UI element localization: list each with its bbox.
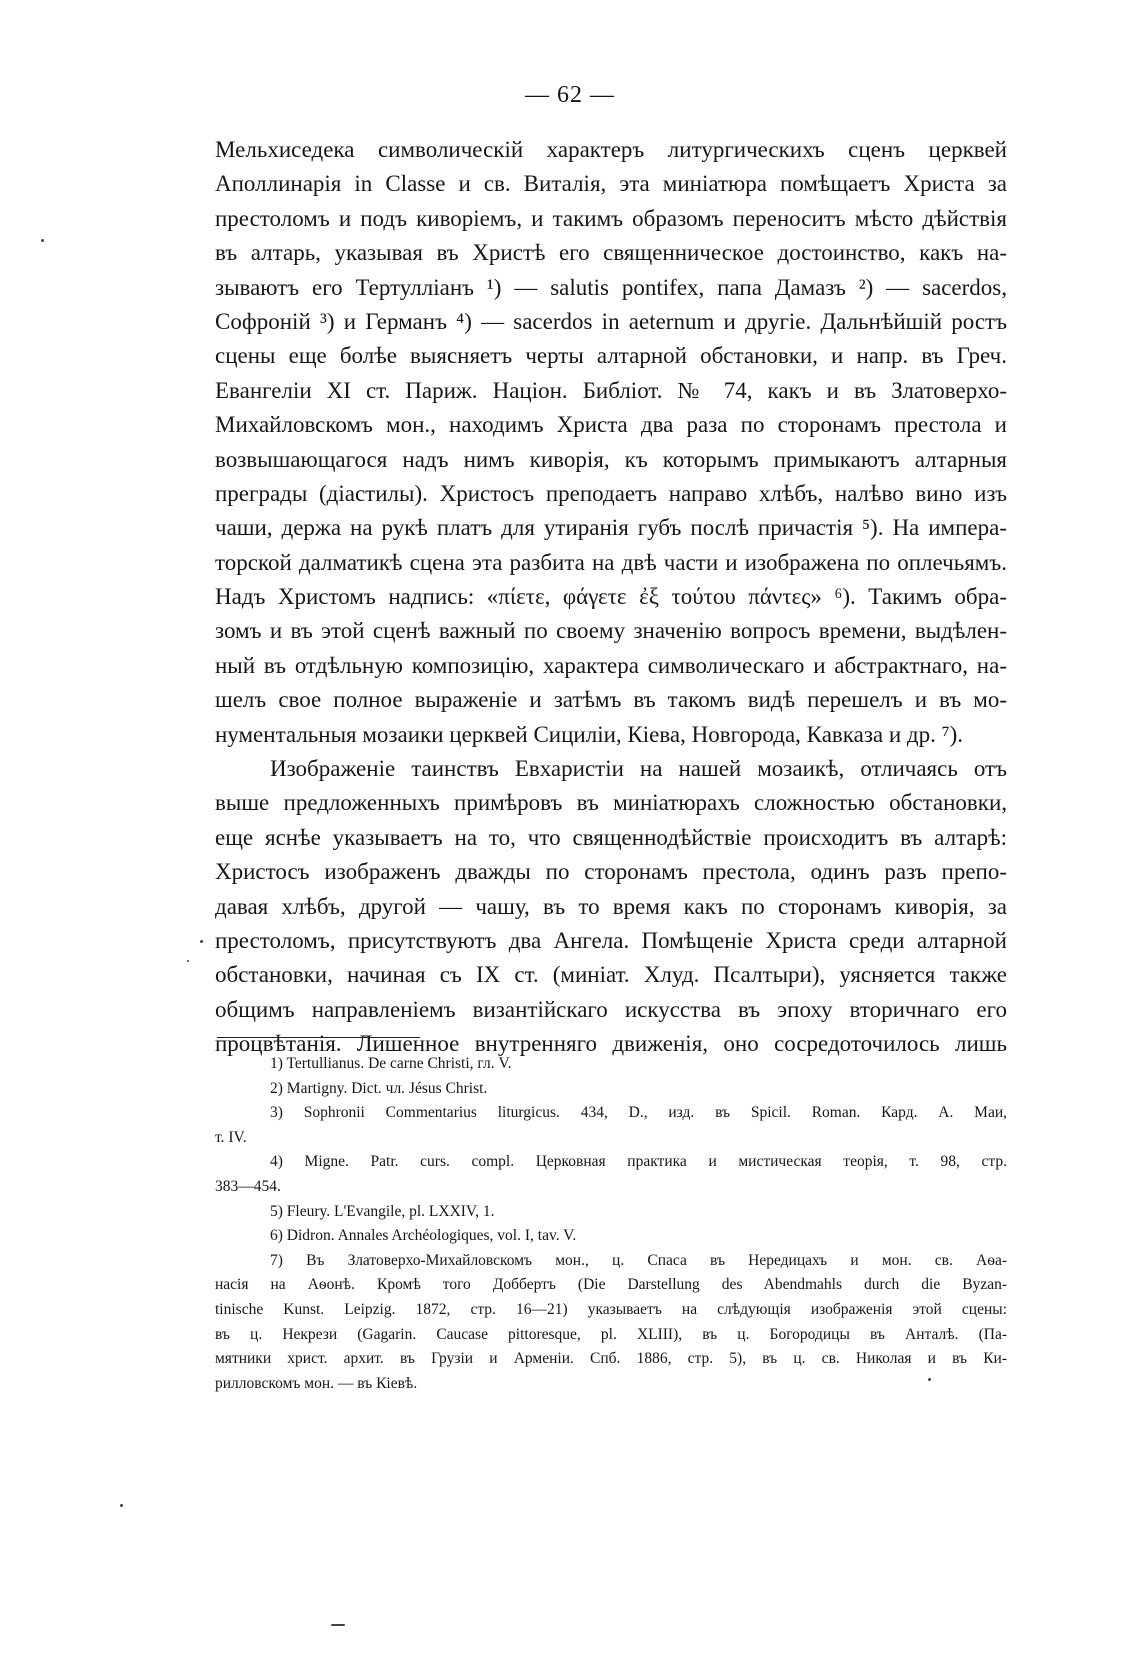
body-line: обстановки, начиная съ IX ст. (миніат. Хлуд. Псалтыри), уясняется также xyxy=(215,962,1007,988)
footnote-line: 4) Migne. Patr. curs. compl. Церковная практика и мистическая теорія, т. 98, стр. xyxy=(270,1153,1007,1171)
body-line: торской далматикѣ сцена эта разбита на двѣ части и изображена по оплечьямъ. xyxy=(215,549,1007,575)
body-line: въ алтарь, указывая въ Христѣ его священническое достоинство, какъ на- xyxy=(215,240,1007,266)
scan-speck xyxy=(200,940,203,943)
footnote-line: 5) Fleury. L'Evangile, pl. LXXIV, 1. xyxy=(270,1202,495,1220)
body-line: еще яснѣе указываетъ на то, что священнодѣйствіе происходитъ въ алтарѣ: xyxy=(215,824,1007,850)
body-line: Изображеніе таинствъ Евхаристіи на нашей мозаикѣ, отличаясь отъ xyxy=(270,756,1007,782)
footnotes xyxy=(215,1052,1007,1396)
body-line: престоломъ и подъ киворіемъ, и такимъ образомъ переноситъ мѣсто дѣйствія xyxy=(215,205,1007,231)
body-line: престоломъ, присутствуютъ два Ангела. Помѣщеніе Христа среди алтарной xyxy=(215,927,1007,953)
scan-speck xyxy=(331,1624,345,1626)
body-line: возвышающагося надъ нимъ киворія, къ которымъ примыкаютъ алтарныя xyxy=(215,446,1007,472)
body-line: Михайловскомъ мон., находимъ Христа два раза по сторонамъ престола и xyxy=(215,412,1007,438)
body-line: шелъ свое полное выраженіе и затѣмъ въ такомъ видѣ перешелъ и въ мо- xyxy=(215,687,1007,713)
body-line: зываютъ его Тертулліанъ ¹) — salutis pontifex, папа Дамазъ ²) — sacerdos, xyxy=(215,274,1007,300)
footnote-separator xyxy=(217,1037,420,1038)
body-line: выше предложенныхъ примѣровъ въ миніатюрахъ сложностью обстановки, xyxy=(215,790,1007,816)
body-line: зомъ и въ этой сценѣ важный по своему значенію вопросъ времени, выдѣлен- xyxy=(215,618,1007,644)
body-line: давая хлѣбъ, другой — чашу, въ то время какъ по сторонамъ киворія, за xyxy=(215,893,1007,919)
body-line: ный въ отдѣльную композицію, характера символическаго и абстрактнаго, на- xyxy=(215,652,1007,678)
scan-speck xyxy=(41,239,44,242)
footnote-line: въ ц. Некрези (Gagarin. Caucase pittoresque, pl. XLIII), въ ц. Богородицы въ Анталѣ. (Па- xyxy=(215,1325,1007,1343)
scan-speck xyxy=(187,960,189,962)
scan-speck xyxy=(928,1378,931,1381)
footnote-line: 1) Tertullianus. De carne Christi, гл. V. xyxy=(270,1055,512,1072)
page-number: — 62 — xyxy=(525,82,615,108)
body-line: общимъ направленіемъ византійскаго искусства въ эпоху вторичнаго его xyxy=(215,996,1007,1022)
body-line: преграды (діастилы). Христосъ преподаетъ направо хлѣбъ, налѣво вино изъ xyxy=(215,480,1007,506)
body-line: процвѣтанія. Лишенное внутренняго движенія, оно сосредоточилось лишь xyxy=(215,1031,1007,1057)
scan-speck xyxy=(120,1504,123,1507)
footnote-line: 383—454. xyxy=(215,1177,281,1195)
body-line: Аполлинарія in Classe и св. Виталія, эта миніатюра помѣщаетъ Христа за xyxy=(215,171,1007,197)
footnote-line: насія на Аѳонѣ. Кромѣ того Доббертъ (Die Darstellung des Abendmahls durch die Byzan- xyxy=(215,1276,1007,1294)
footnote-line: tinische Kunst. Leipzig. 1872, стр. 16—21) указываетъ на слѣдующія изображенія этой сцены: xyxy=(215,1300,1007,1318)
footnote-line: 6) Didron. Annales Archéologiques, vol. I, tav. V. xyxy=(270,1227,577,1245)
body-line: чаши, держа на рукѣ платъ для утиранія губъ послѣ причастія ⁵). На импера- xyxy=(215,515,1007,541)
footnote-line: т. IV. xyxy=(215,1128,247,1146)
footnote-line: 7) Въ Златоверхо-Михайловскомъ мон., ц. Спаса въ Нередицахъ и мон. св. Аѳа- xyxy=(270,1251,1007,1269)
body-line: Евангеліи XI ст. Париж. Націон. Библіот. № 74, какъ и въ Златоверхо- xyxy=(215,377,1007,403)
footnote-line: 2) Martigny. Dict. чл. Jésus Christ. xyxy=(270,1079,488,1097)
body-line: нументальныя мозаики церквей Сициліи, Кіева, Новгорода, Кавказа и др. ⁷). xyxy=(215,721,964,747)
body-line: Мельхиседека символическій характеръ литургическихъ сценъ церквей xyxy=(215,137,1007,162)
footnote-line: рилловскомъ мон. — въ Кіевѣ. xyxy=(215,1374,418,1392)
footnote-line: 3) Sophronii Commentarius liturgicus. 434, D., изд. въ Spicil. Roman. Кард. А. Маи, xyxy=(270,1104,1007,1122)
body-line: Софроній ³) и Германъ ⁴) — sacerdos in aeternum и другіе. Дальнѣйшій ростъ xyxy=(215,308,1007,334)
body-line: сцены еще болѣе выясняетъ черты алтарной обстановки, и напр. въ Греч. xyxy=(215,343,1007,369)
body-line: Христосъ изображенъ дважды по сторонамъ престола, одинъ разъ препо- xyxy=(215,859,1007,885)
footnote-line: мятники христ. архит. въ Грузіи и Арменіи. Спб. 1886, стр. 5), въ ц. св. Николая и въ Ки- xyxy=(215,1350,1007,1368)
body-line: Надъ Христомъ надпись: «πίετε, φάγετε ἐξ τούτου πάντες» ⁶). Такимъ обра- xyxy=(215,584,1007,610)
body-text xyxy=(215,133,1007,1062)
